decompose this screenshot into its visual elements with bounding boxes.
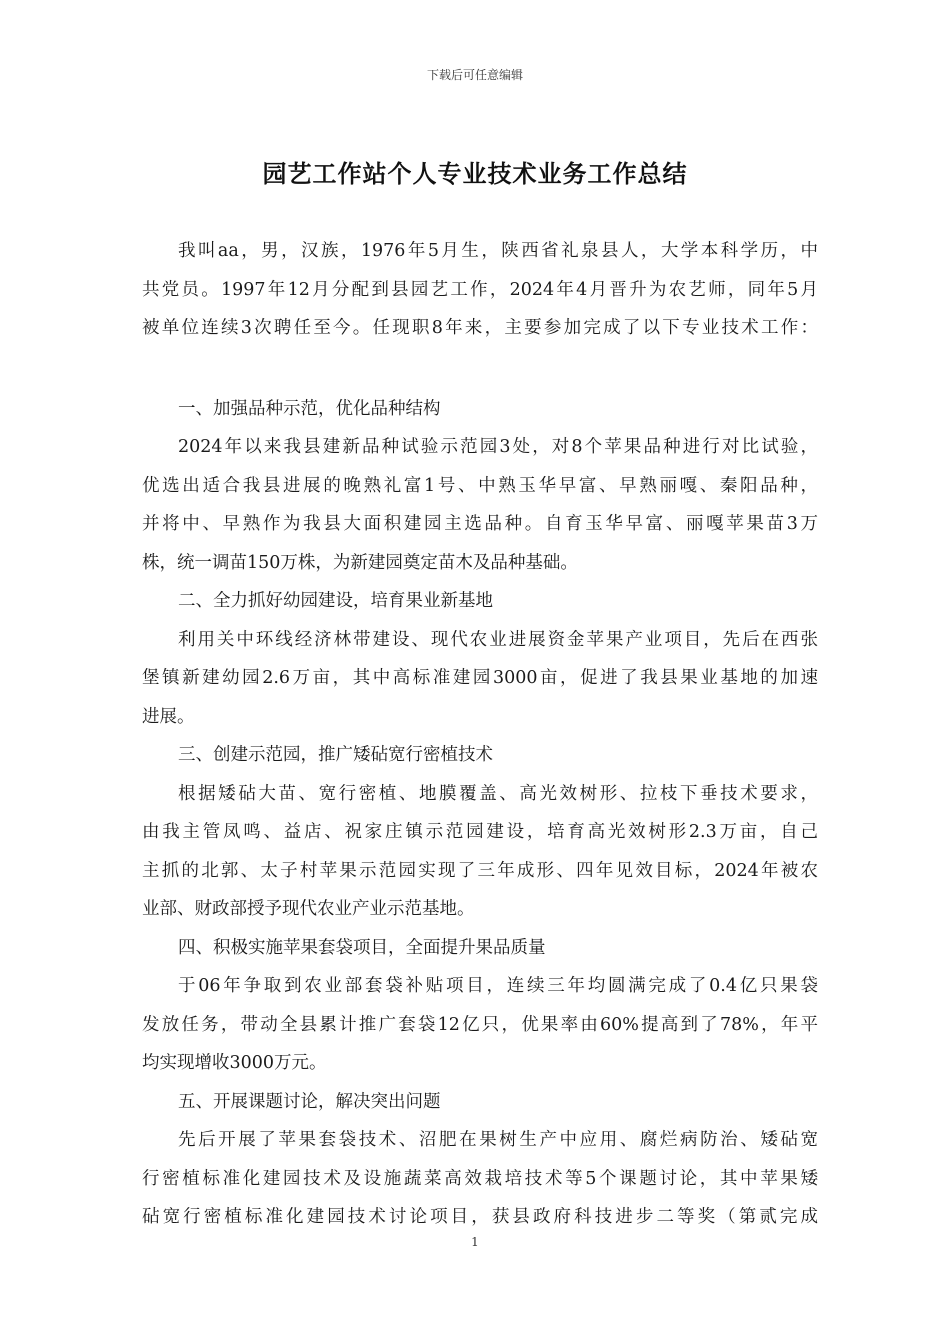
section-heading: 五、开展课题讨论，解决突出问题 [178,1091,441,1112]
paragraph-line: 行密植标准化建园技术及设施蔬菜高效栽培技术等5个课题讨论，其中苹果矮 [142,1168,818,1189]
paragraph-line: 共党员。1997年12月分配到县园艺工作，2024年4月晋升为农艺师，同年5月 [142,279,818,300]
section-heading: 一、加强品种示范，优化品种结构 [178,398,441,419]
paragraph-line: 砧宽行密植标准化建园技术讨论项目，获县政府科技进步二等奖（第贰完成 [142,1207,818,1227]
paragraph-line: 2024年以来我县建新品种试验示范园3处，对8个苹果品种进行对比试验， [178,437,818,457]
paragraph-line: 堡镇新建幼园2.6万亩，其中高标准建园3000亩，促进了我县果业基地的加速 [142,668,818,688]
paragraph-line: 发放任务，带动全县累计推广套袋12亿只，优果率由60%提高到了78%，年平 [142,1014,818,1035]
paragraph-line: 优选出适合我县进展的晚熟礼富1号、中熟玉华早富、早熟丽嘎、秦阳品种， [142,475,818,496]
document-body [142,232,818,1237]
paragraph-line: 我叫aa，男，汉族，1976年5月生，陕西省礼泉县人，大学本科学历，中 [178,241,818,261]
paragraph-line: 株，统一调苗150万株，为新建园奠定苗木及品种基础。 [142,552,578,573]
document-title: 园艺工作站个人专业技术业务工作总结 [262,159,688,188]
paragraph-line: 根据矮砧大苗、宽行密植、地膜覆盖、高光效树形、拉枝下垂技术要求， [178,783,818,804]
paragraph-line: 主抓的北郭、太子村苹果示范园实现了三年成形、四年见效目标，2024年被农 [142,860,818,881]
paragraph-line: 均实现增收3000万元。 [142,1053,327,1073]
section-heading: 二、全力抓好幼园建设，培育果业新基地 [178,591,493,611]
page-number: 1 [471,1235,479,1249]
section-heading: 三、创建示范园，推广矮砧宽行密植技术 [178,745,493,765]
paragraph-line: 被单位连续3次聘任至今。任现职8年来，主要参加完成了以下专业技术工作： [142,318,818,338]
paragraph-gap [142,348,818,390]
header-note: 下载后可任意编辑 [426,68,523,82]
paragraph-line: 利用关中环线经济林带建设、现代农业进展资金苹果产业项目，先后在西张 [178,629,818,650]
paragraph-line: 业部、财政部授予现代农业产业示范基地。 [142,899,475,919]
section-heading: 四、积极实施苹果套袋项目，全面提升果品质量 [178,937,546,958]
paragraph-line: 由我主管凤鸣、益店、祝家庄镇示范园建设，培育高光效树形2.3万亩，自己 [142,822,818,842]
paragraph-line: 于06年争取到农业部套袋补贴项目，连续三年均圆满完成了0.4亿只果袋 [178,976,818,996]
paragraph-line: 并将中、早熟作为我县大面积建园主选品种。自育玉华早富、丽嘎苹果苗3万 [142,514,818,534]
paragraph-line: 先后开展了苹果套袋技术、沼肥在果树生产中应用、腐烂病防治、矮砧宽 [178,1130,818,1150]
paragraph-line: 进展。 [142,706,195,727]
